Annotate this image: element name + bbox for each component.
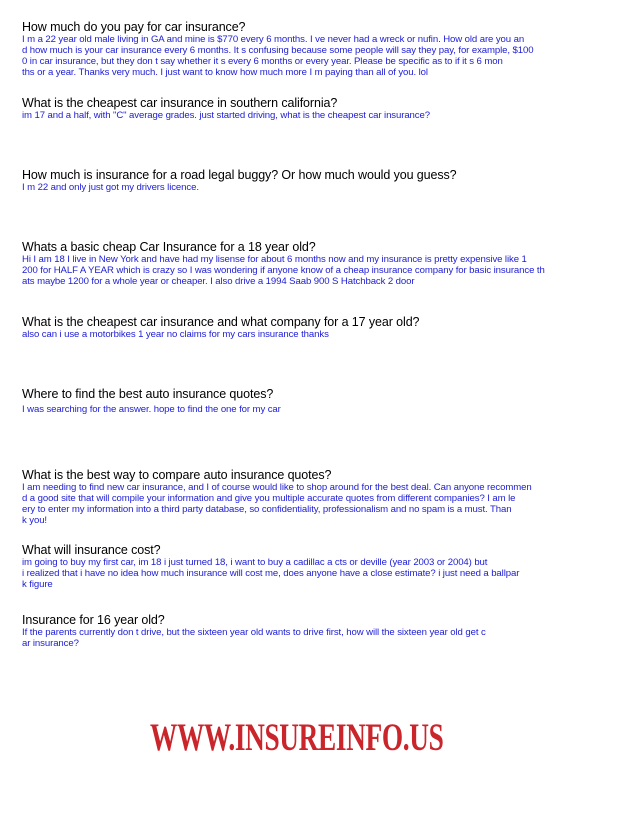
question-title: How much do you pay for car insurance?: [22, 20, 246, 34]
question-block: [22, 240, 612, 287]
question-body-line: I am needing to find new car insurance, and I of course would like to shop around for the best deal. Can anyone recommen: [22, 482, 532, 493]
question-body-line: 0 in car insurance, but they don t say whether it s every 6 months or every year. Please be specific as to if it s 6 mon: [22, 56, 503, 67]
question-title: What will insurance cost?: [22, 543, 161, 557]
question-body-line: ths or a year. Thanks very much. I just want to know how much more I m paying than all of you. lol: [22, 67, 428, 78]
site-watermark: WWW.INSUREINFO.US: [150, 716, 444, 759]
question-block: [22, 20, 612, 78]
question-body-line: I was searching for the answer. hope to find the one for my car: [22, 404, 281, 415]
question-block: [22, 613, 612, 649]
question-title: Whats a basic cheap Car Insurance for a 18 year old?: [22, 240, 316, 254]
question-block: [22, 387, 612, 415]
question-body-line: also can i use a motorbikes 1 year no claims for my cars insurance thanks: [22, 329, 329, 340]
question-block: [22, 468, 612, 526]
question-body-line: im 17 and a half, with "C" average grades. just started driving, what is the cheapest car insurance?: [22, 110, 430, 121]
question-body-line: ats maybe 1200 for a whole year or cheaper. I also drive a 1994 Saab 900 S Hatchback 2 door: [22, 276, 415, 287]
question-body-line: I m a 22 year old male living in GA and mine is $770 every 6 months. I ve never had a wreck or nufin. How old are you an: [22, 34, 525, 45]
question-body-line: I m 22 and only just got my drivers licence.: [22, 182, 199, 193]
question-body-line: d how much is your car insurance every 6 months. It s confusing because some people will say they pay, for example, $100: [22, 45, 534, 56]
question-body-line: If the parents currently don t drive, but the sixteen year old wants to drive first, how will the sixteen year old get c: [22, 627, 486, 638]
question-block: [22, 168, 612, 193]
question-body-line: ar insurance?: [22, 638, 79, 649]
question-title: How much is insurance for a road legal buggy? Or how much would you guess?: [22, 168, 457, 182]
question-body-line: k figure: [22, 579, 53, 590]
question-body-line: Hi I am 18 I live in New York and have had my lisense for about 6 months now and my insurance is pretty expensive like 1: [22, 254, 527, 265]
question-block: [22, 96, 612, 121]
question-title: What is the cheapest car insurance in southern california?: [22, 96, 338, 110]
question-body-line: 200 for HALF A YEAR which is crazy so I was wondering if anyone know of a cheap insurance company for basic insurance th: [22, 265, 545, 276]
question-block: [22, 315, 612, 340]
question-body-line: im going to buy my first car, im 18 i just turned 18, i want to buy a cadillac a cts or deville (year 2003 or 2004) but: [22, 557, 488, 568]
question-body-line: i realized that i have no idea how much insurance will cost me, does anyone have a close estimate? i just need a ballpar: [22, 568, 520, 579]
question-body-line: k you!: [22, 515, 47, 526]
question-body-line: d a good site that will compile your information and give you multiple accurate quotes from different companies? I am le: [22, 493, 516, 504]
question-title: Insurance for 16 year old?: [22, 613, 165, 627]
question-title: Where to find the best auto insurance quotes?: [22, 387, 274, 401]
question-body-line: ery to enter my information into a third party database, so confidentiality, professionalism and no spam is a must. Than: [22, 504, 512, 515]
question-title: What is the cheapest car insurance and what company for a 17 year old?: [22, 315, 420, 329]
question-title: What is the best way to compare auto insurance quotes?: [22, 468, 332, 482]
question-block: [22, 543, 612, 590]
